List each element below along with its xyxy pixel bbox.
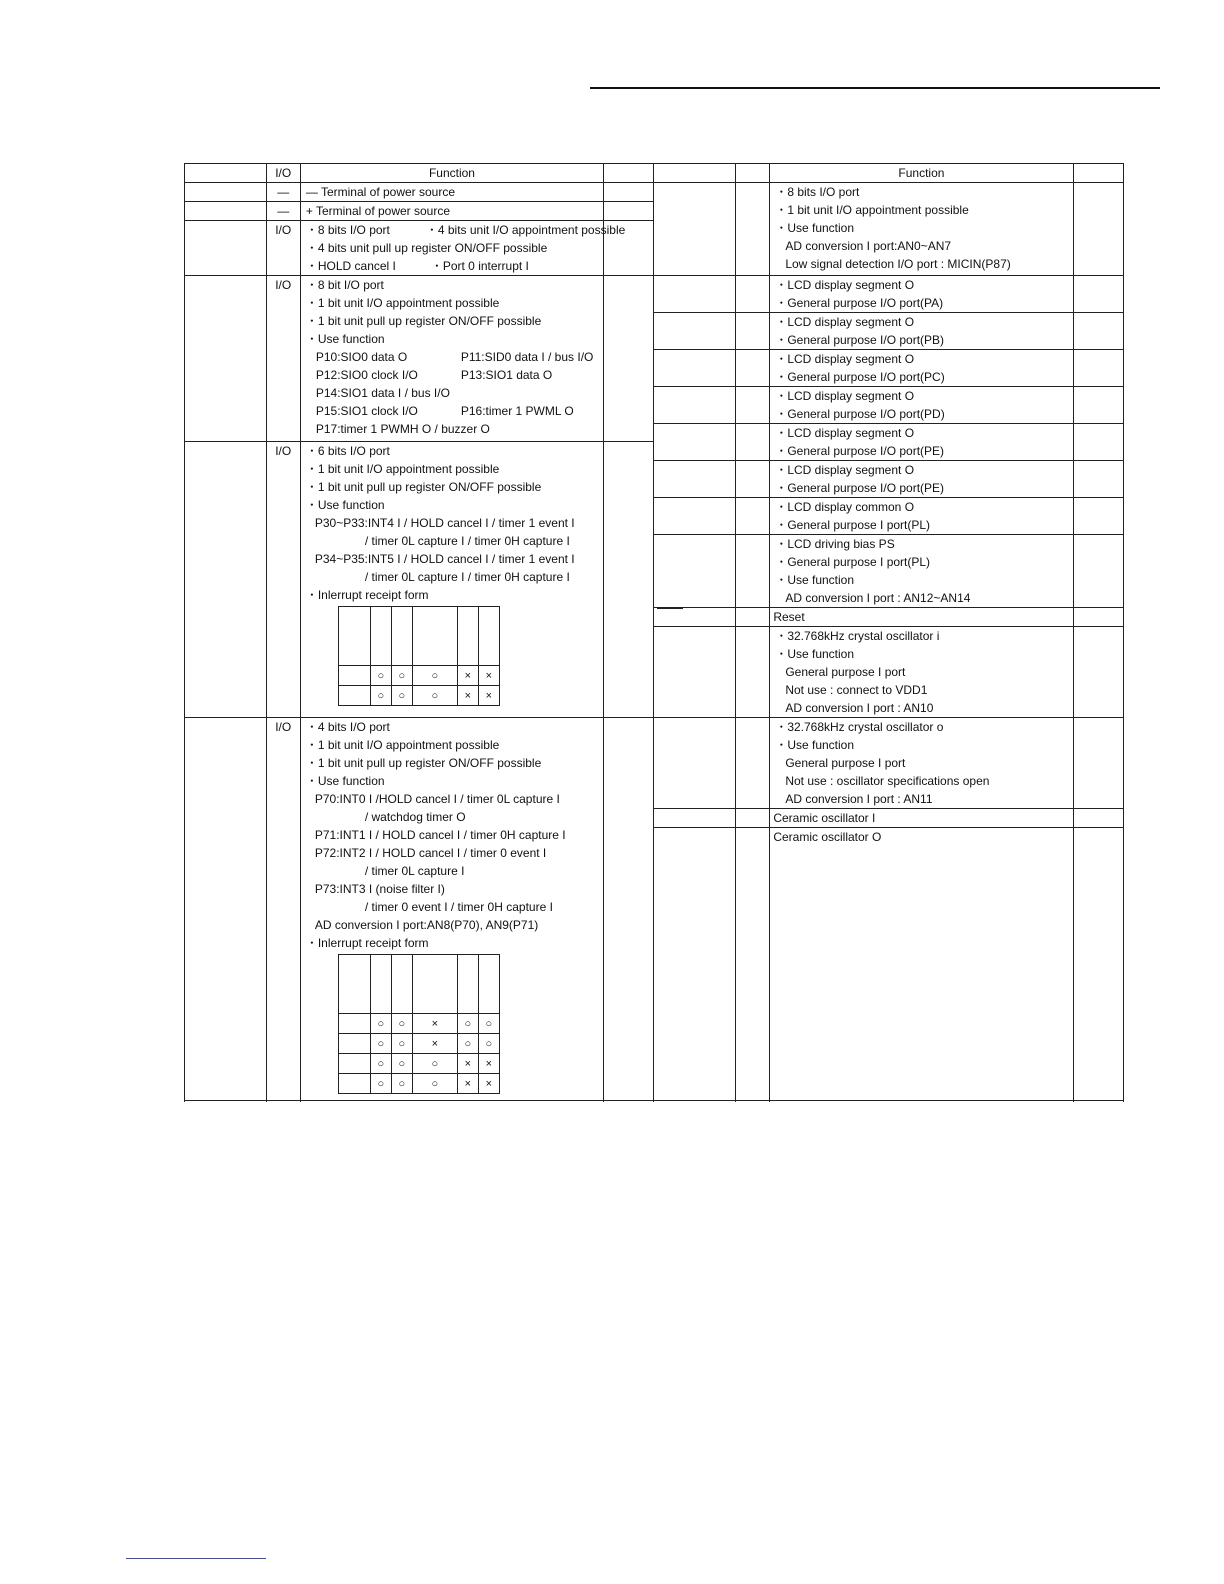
option-cell-pl1 [1073, 498, 1123, 535]
io-cell-p1: I/O [266, 276, 300, 442]
option-cell-reset [1073, 608, 1123, 627]
option-cell-pd [1073, 387, 1123, 424]
form-cell: ○ [412, 1074, 457, 1094]
function-line: ・LCD display segment O [775, 463, 915, 477]
interrupt-form-row [338, 666, 499, 686]
function-text: P16:timer 1 PWML O [460, 404, 574, 418]
form-cell: × [478, 686, 499, 706]
pin-cell-pb [654, 313, 736, 350]
form-cell: × [457, 666, 478, 686]
io-cell-p3: I/O [266, 442, 300, 718]
io-cell-xt1 [736, 627, 770, 718]
form-cell: × [412, 1034, 457, 1054]
option-cell-pa [1073, 276, 1123, 313]
function-cell-pe1 [770, 424, 1073, 461]
pin-function-table [184, 163, 1124, 1101]
function-cell-p8 [770, 183, 1073, 276]
function-line: P34~P35:INT5 I / HOLD cancel I / timer 1 event I [314, 552, 575, 566]
function-line: P72:INT2 I / HOLD cancel I / timer 0 event I [314, 846, 547, 860]
form-cell [391, 607, 412, 666]
io-cell-cf2 [736, 828, 770, 1101]
form-cell: × [478, 1074, 499, 1094]
form-cell [338, 686, 370, 706]
function-line: AD conversion I port:AN0~AN7 [785, 239, 952, 253]
function-line [301, 366, 603, 384]
form-cell: × [478, 1054, 499, 1074]
interrupt-form-row [338, 686, 499, 706]
function-cell-reset [770, 608, 1073, 627]
function-line: General purpose I port [785, 756, 906, 770]
function-line: AD conversion I port : AN11 [785, 792, 933, 806]
option-cell-xt1 [1073, 627, 1123, 718]
form-cell: ○ [412, 686, 457, 706]
function-line: P70:INT0 I /HOLD cancel I / timer 0L capture I [314, 792, 560, 806]
function-line: ・General purpose I port(PL) [775, 555, 931, 569]
pin-cell-xt2 [654, 718, 736, 809]
function-line: ・LCD display segment O [775, 315, 915, 329]
header-pin-name-right [654, 164, 736, 183]
form-cell: ○ [457, 1014, 478, 1034]
io-cell-pa [736, 276, 770, 313]
function-line: / timer 0L capture I / timer 0H capture I [364, 570, 570, 584]
header-option-right [1073, 164, 1123, 183]
function-text: ・8 bits I/O port [305, 223, 390, 237]
function-cell-p3 [300, 442, 603, 718]
form-cell [457, 955, 478, 1014]
io-cell-pe2 [736, 461, 770, 498]
function-line: ・Inlerrupt receipt form [305, 588, 429, 602]
function-cell-xt1 [770, 627, 1073, 718]
function-text: P13:SIO1 data O [460, 368, 553, 382]
function-line: ・LCD display segment O [775, 389, 915, 403]
function-cell-cf1 [770, 809, 1073, 828]
function-line: ・4 bits unit pull up register ON/OFF possible [305, 241, 548, 255]
form-cell: ○ [391, 666, 412, 686]
io-cell-p8 [736, 183, 770, 276]
function-line [301, 348, 603, 366]
function-line: ・1 bit unit pull up register ON/OFF possible [305, 480, 542, 494]
form-cell: ○ [391, 686, 412, 706]
form-cell [338, 955, 370, 1014]
form-cell [338, 1054, 370, 1074]
function-cell-xt2 [770, 718, 1073, 809]
form-cell [412, 607, 457, 666]
pin-cell-pe1 [654, 424, 736, 461]
pin-cell-pd [654, 387, 736, 424]
io-cell-pc [736, 350, 770, 387]
form-cell: ○ [370, 686, 391, 706]
io-cell-pb [736, 313, 770, 350]
function-cell-pc [770, 350, 1073, 387]
function-line: AD conversion I port:AN8(P70), AN9(P71) [314, 918, 539, 932]
function-line: ・Use function [775, 738, 855, 752]
header-io-right [736, 164, 770, 183]
function-line: ・1 bit unit pull up register ON/OFF possible [305, 314, 542, 328]
function-line: ・LCD display segment O [775, 278, 915, 292]
function-line: Not use : connect to VDD1 [785, 683, 928, 697]
function-line: P73:INT3 I (noise filter I) [314, 882, 445, 896]
function-text: ・Port 0 interrupt I [430, 259, 529, 273]
function-line: ・Inlerrupt receipt form [305, 936, 429, 950]
pin-cell-xt1 [654, 627, 736, 718]
form-cell [338, 666, 370, 686]
pin-cell-p1 [185, 276, 267, 442]
interrupt-form-header [338, 955, 499, 1014]
pin-cell-pe2 [654, 461, 736, 498]
function-cell-pa [770, 276, 1073, 313]
pin-cell [185, 202, 267, 221]
pin-cell [185, 183, 267, 202]
function-line: ・Use function [775, 221, 855, 235]
function-line: P30~P33:INT4 I / HOLD cancel I / timer 1 event I [314, 516, 575, 530]
io-cell: — [266, 183, 300, 202]
function-line: ・General purpose I/O port(PB) [775, 333, 945, 347]
function-line: ・Use function [305, 498, 385, 512]
function-line: ・8 bits I/O port [775, 185, 860, 199]
header-function: Function [300, 164, 603, 183]
form-cell: ○ [412, 666, 457, 686]
function-line: / watchdog timer O [364, 810, 466, 824]
function-cell-cf2 [770, 828, 1073, 1101]
io-cell: — [266, 202, 300, 221]
function-line: ・Use function [305, 332, 385, 346]
form-cell: ○ [478, 1014, 499, 1034]
function-text: P12:SIO0 clock I/O [315, 368, 418, 382]
function-cell-p7 [300, 718, 603, 1101]
option-cell-cf1 [1073, 809, 1123, 828]
function-line: ・General purpose I/O port(PA) [775, 296, 944, 310]
form-cell: × [457, 686, 478, 706]
function-text: P15:SIO1 clock I/O [315, 404, 418, 418]
option-cell-pe1 [1073, 424, 1123, 461]
interrupt-form-header [338, 607, 499, 666]
function-cell-vss [300, 183, 603, 202]
pin-cell-p8 [654, 183, 736, 276]
form-cell: × [478, 666, 499, 686]
io-cell-pl1 [736, 498, 770, 535]
form-cell [478, 955, 499, 1014]
function-cell-pe2 [770, 461, 1073, 498]
header-option [604, 164, 654, 183]
interrupt-form-row [338, 1014, 499, 1034]
function-line: P17:timer 1 PWMH O / buzzer O [315, 422, 490, 436]
function-line: ・General purpose I/O port(PC) [775, 370, 945, 384]
function-line: P71:INT1 I / HOLD cancel I / timer 0H capture I [314, 828, 566, 842]
header-io: I/O [266, 164, 300, 183]
function-line: AD conversion I port : AN10 [785, 701, 934, 715]
option-cell [604, 202, 654, 221]
form-cell: ○ [412, 1054, 457, 1074]
form-cell: ○ [370, 1074, 391, 1094]
function-line: ・1 bit unit I/O appointment possible [305, 462, 500, 476]
function-line: ・1 bit unit I/O appointment possible [305, 296, 500, 310]
form-cell: ○ [391, 1014, 412, 1034]
function-line: Ceramic oscillator I [773, 811, 876, 825]
function-text: P10:SIO0 data O [315, 350, 408, 364]
header-rule [590, 87, 1160, 89]
form-cell: ○ [370, 1054, 391, 1074]
function-line: AD conversion I port : AN12~AN14 [785, 591, 971, 605]
form-cell: ○ [391, 1034, 412, 1054]
option-cell [604, 183, 654, 202]
form-cell [478, 607, 499, 666]
form-cell: ○ [370, 1034, 391, 1054]
function-line: / timer 0L capture I [364, 864, 465, 878]
io-cell-reset [736, 608, 770, 627]
function-cell-pd [770, 387, 1073, 424]
option-cell-pb [1073, 313, 1123, 350]
pin-cell-reset [654, 608, 736, 627]
function-line: ・1 bit unit I/O appointment possible [775, 203, 969, 217]
pin-cell-pl1 [654, 498, 736, 535]
form-cell: × [457, 1054, 478, 1074]
pin-cell-pc [654, 350, 736, 387]
interrupt-receipt-form-p3 [338, 606, 500, 706]
function-line: ・Use function [775, 647, 855, 661]
form-cell [338, 607, 370, 666]
function-line: Low signal detection I/O port : MICIN(P87) [785, 257, 1011, 271]
function-cell-pb [770, 313, 1073, 350]
function-line [301, 402, 603, 420]
option-cell-p3 [604, 442, 654, 718]
function-line: ・LCD driving bias PS [775, 537, 895, 551]
function-line: ・8 bit I/O port [305, 278, 384, 292]
pin-cell-cf2 [654, 828, 736, 1101]
form-cell [338, 1014, 370, 1034]
table-row [185, 183, 1124, 202]
function-line [301, 221, 626, 239]
table-header-row [185, 164, 1124, 183]
form-cell: ○ [478, 1034, 499, 1054]
function-cell-pl2 [770, 535, 1073, 608]
option-cell-pc [1073, 350, 1123, 387]
io-cell-pl2 [736, 535, 770, 608]
function-line: ・4 bits I/O port [305, 720, 390, 734]
io-cell-pd [736, 387, 770, 424]
function-line: ・General purpose I/O port(PE) [775, 444, 945, 458]
form-cell: ○ [391, 1074, 412, 1094]
pin-cell-cf1 [654, 809, 736, 828]
function-line [301, 257, 603, 275]
form-cell: × [412, 1014, 457, 1034]
function-cell-vdd [300, 202, 603, 221]
function-cell-pl1 [770, 498, 1073, 535]
header-function-right: Function [770, 164, 1073, 183]
table-row [185, 276, 1124, 295]
function-line: — Terminal of power source [305, 185, 456, 199]
function-line: ・1 bit unit pull up register ON/OFF possible [305, 756, 542, 770]
interrupt-form-row [338, 1034, 499, 1054]
function-line: ・Use function [305, 774, 385, 788]
form-cell [391, 955, 412, 1014]
function-line: ・1 bit unit I/O appointment possible [305, 738, 500, 752]
form-cell: ○ [391, 1054, 412, 1074]
form-cell: × [457, 1074, 478, 1094]
function-line: Not use : oscillator specifications open [785, 774, 990, 788]
function-line: ・LCD display common O [775, 500, 915, 514]
overline-mark [657, 608, 683, 609]
pin-cell-pa [654, 276, 736, 313]
function-line: ・32.768kHz crystal oscillator o [775, 720, 944, 734]
option-cell-p7 [604, 718, 654, 1101]
form-cell: ○ [457, 1034, 478, 1054]
option-cell-p8 [1073, 183, 1123, 276]
io-cell-p7: I/O [266, 718, 300, 1101]
header-pin-name [185, 164, 267, 183]
function-line: ・General purpose I/O port(PD) [775, 407, 945, 421]
pin-cell-p7 [185, 718, 267, 1101]
io-cell-p0: I/O [266, 221, 300, 276]
option-cell-cf2 [1073, 828, 1123, 1101]
form-cell [370, 955, 391, 1014]
option-cell-xt2 [1073, 718, 1123, 809]
pin-cell-p0 [185, 221, 267, 276]
function-line: ・LCD display segment O [775, 426, 915, 440]
form-cell [370, 607, 391, 666]
function-text: ・4 bits unit I/O appointment possible [425, 223, 626, 237]
form-cell [338, 1034, 370, 1054]
option-cell-pl2 [1073, 535, 1123, 608]
function-line: / timer 0 event I / timer 0H capture I [364, 900, 553, 914]
function-text: P11:SID0 data I / bus I/O [460, 350, 594, 364]
form-cell [457, 607, 478, 666]
function-line: Ceramic oscillator O [773, 830, 882, 844]
function-line: ・6 bits I/O port [305, 444, 390, 458]
function-line: + Terminal of power source [305, 204, 451, 218]
function-cell-p1 [300, 276, 603, 442]
function-line: / timer 0L capture I / timer 0H capture I [364, 534, 570, 548]
option-cell-pe2 [1073, 461, 1123, 498]
function-line: Reset [773, 610, 805, 624]
io-cell-xt2 [736, 718, 770, 809]
io-cell-cf1 [736, 809, 770, 828]
function-line: ・Use function [775, 573, 855, 587]
function-line: P14:SIO1 data I / bus I/O [315, 386, 450, 400]
form-cell: ○ [370, 1014, 391, 1034]
form-cell [412, 955, 457, 1014]
pin-cell-p3 [185, 442, 267, 718]
interrupt-form-row [338, 1074, 499, 1094]
pin-cell-pl2 [654, 535, 736, 608]
function-line: General purpose I port [785, 665, 906, 679]
function-line: ・32.768kHz crystal oscillator i [775, 629, 940, 643]
function-cell-p0 [300, 221, 626, 276]
function-text: ・HOLD cancel I [305, 259, 396, 273]
function-line: ・General purpose I/O port(PE) [775, 481, 945, 495]
io-cell-pe1 [736, 424, 770, 461]
interrupt-receipt-form-p7 [338, 954, 500, 1094]
form-cell: ○ [370, 666, 391, 686]
interrupt-form-row [338, 1054, 499, 1074]
form-cell [338, 1074, 370, 1094]
footer-link-rule [126, 1558, 266, 1559]
table-row [185, 718, 1124, 736]
function-line: ・General purpose I port(PL) [775, 518, 931, 532]
option-cell-p1 [604, 276, 654, 442]
function-line: ・LCD display segment O [775, 352, 915, 366]
